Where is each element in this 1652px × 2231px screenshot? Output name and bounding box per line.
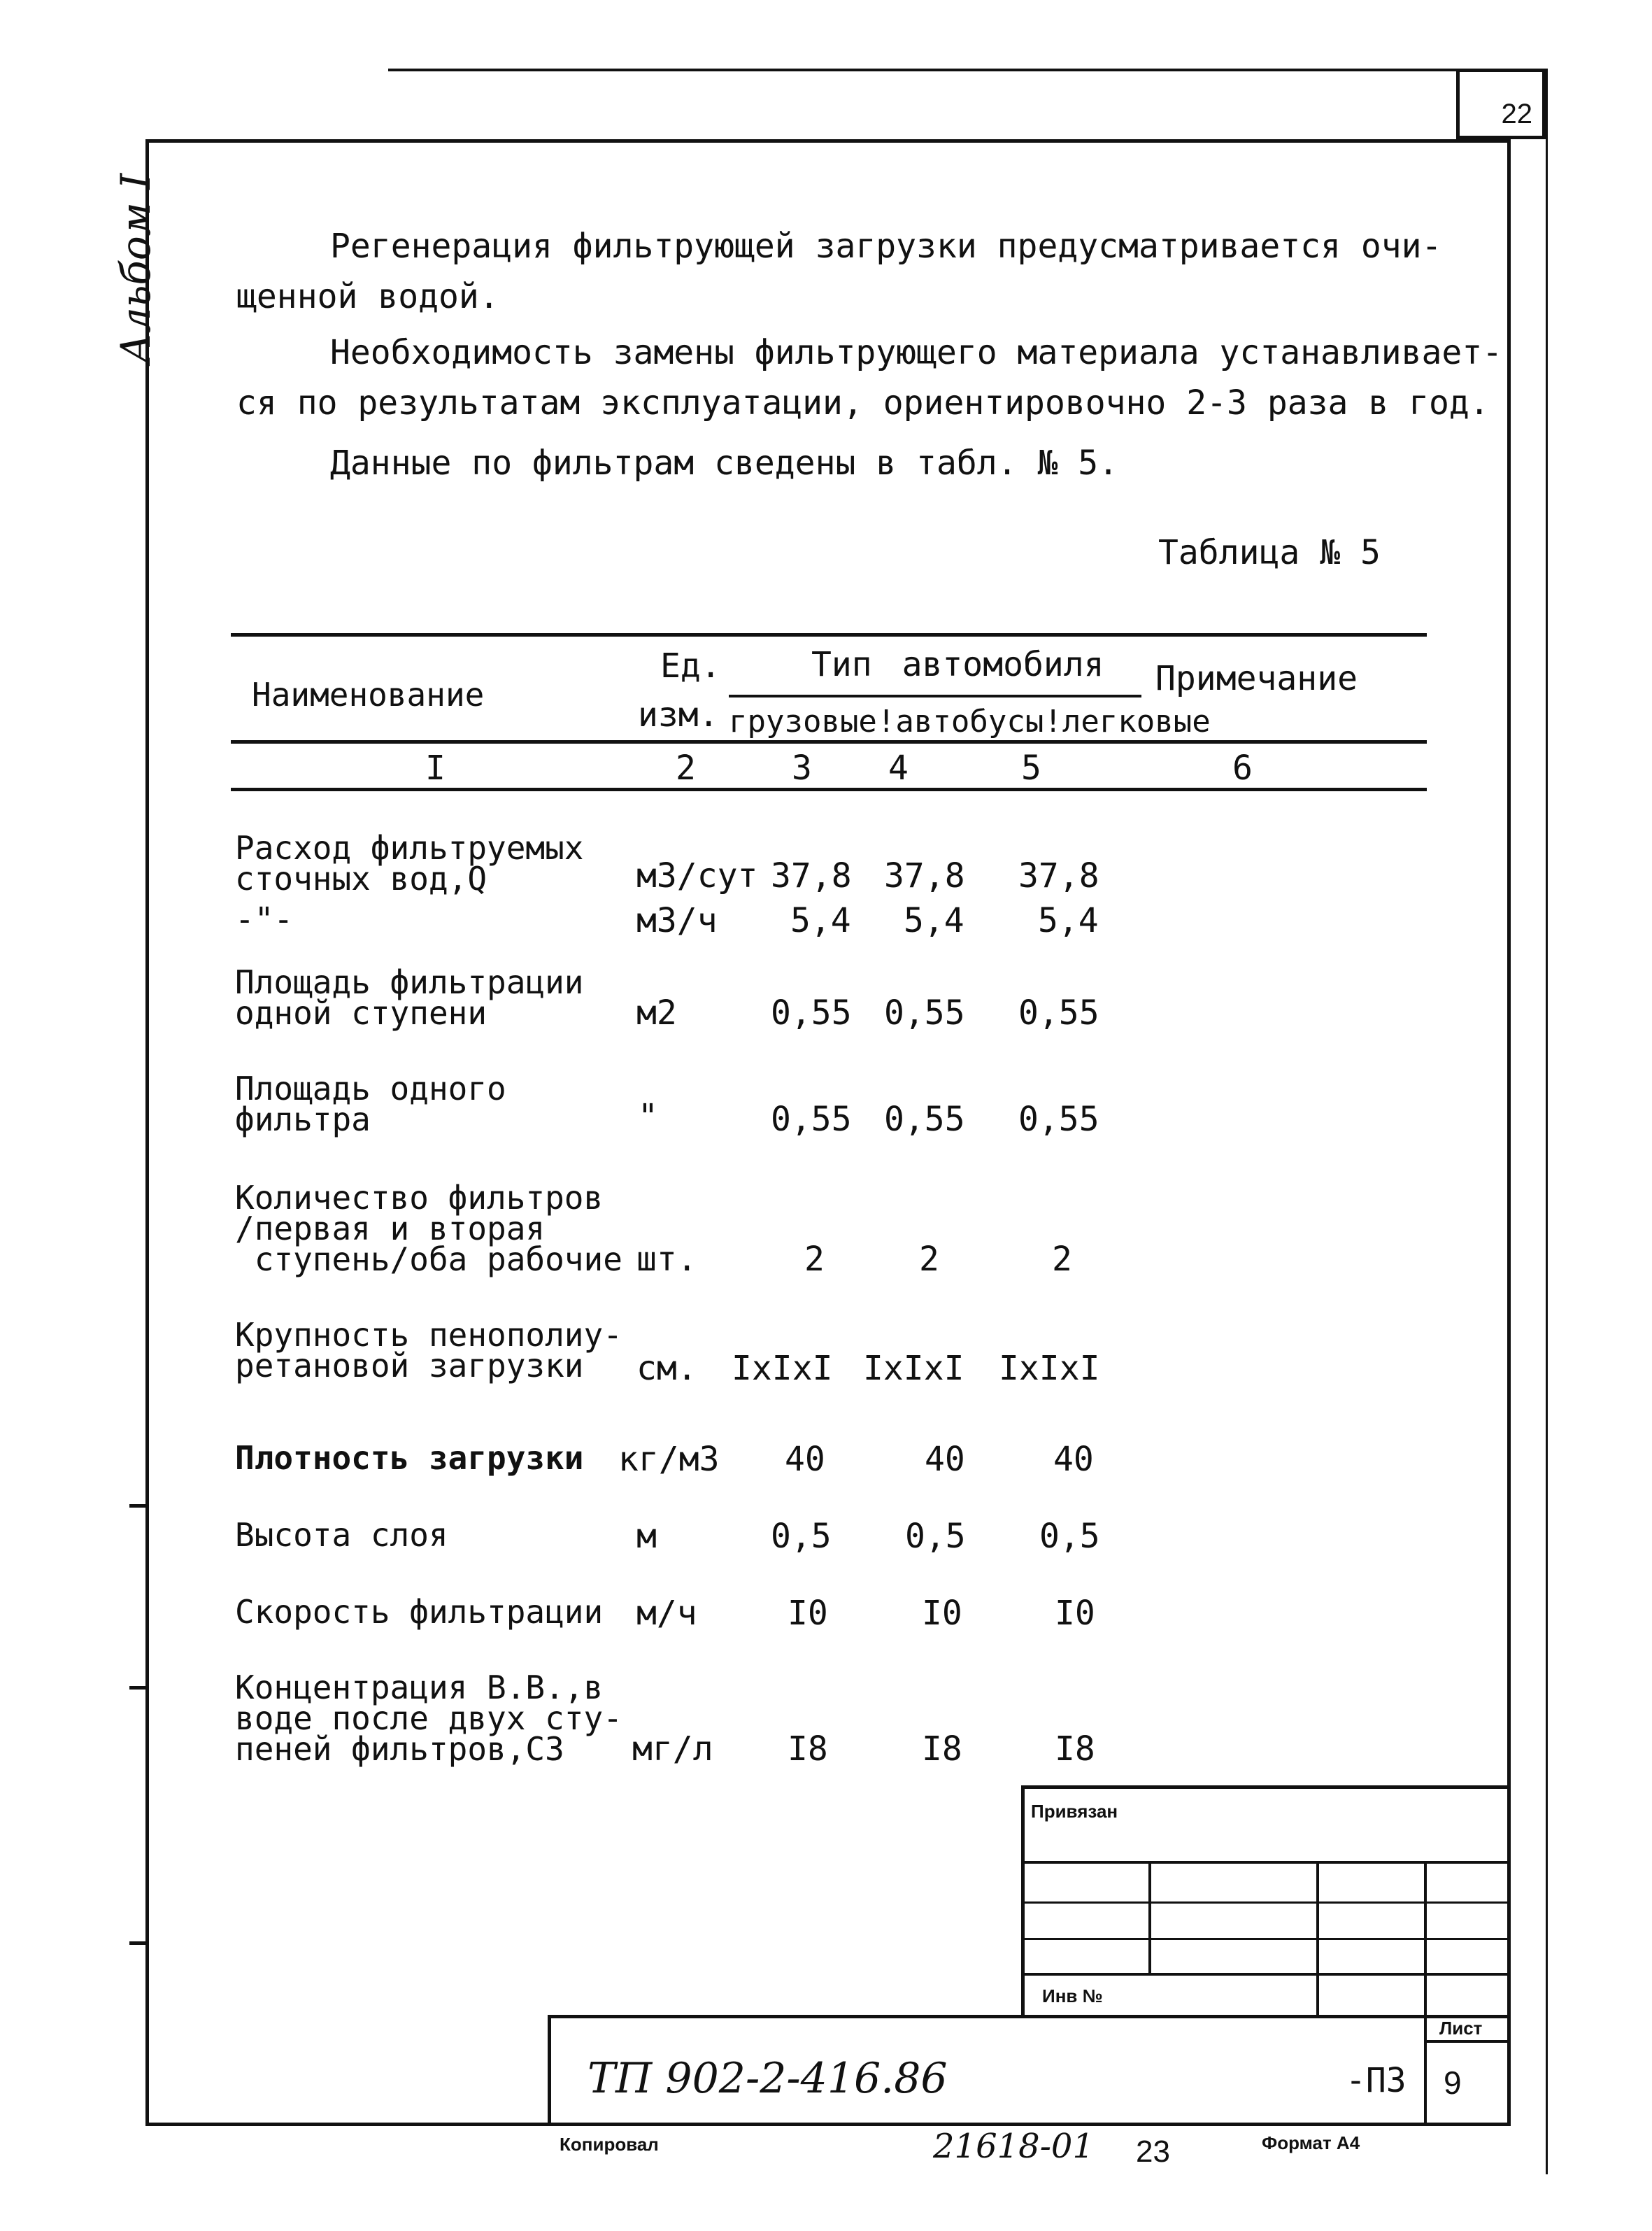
row-value-cars: 5,4: [1038, 901, 1099, 940]
row-value-cars: 37,8: [1018, 856, 1099, 895]
row-value-cars: 0,55: [1018, 1100, 1099, 1139]
col-number: 3: [792, 749, 812, 788]
stamp-left: [1021, 1785, 1025, 2016]
row-value-trucks: I0: [788, 1594, 828, 1633]
paragraph-line: Регенерация фильтрующей загрузки предусматривается очи-: [330, 227, 1442, 266]
col-number: 2: [676, 749, 696, 788]
header-type-group: Тип автомобиля: [811, 645, 1104, 684]
row-value-buses: 0,55: [884, 993, 965, 1033]
footer-page: 23: [1136, 2134, 1170, 2169]
row-value-trucks: 0,55: [771, 993, 852, 1033]
row-unit: кг/м3: [618, 1440, 720, 1479]
margin-tick: [129, 1504, 149, 1508]
row-unit: мг/л: [632, 1729, 713, 1769]
row-value-trucks: 5,4: [790, 901, 851, 940]
album-side-label: Альбом I: [112, 173, 159, 364]
row-value-buses: 2: [919, 1240, 939, 1279]
stamp-row-line: [1023, 1901, 1509, 1904]
row-name: Расход фильтруемых сточных вод,Q: [235, 829, 584, 898]
frame-top-border: [147, 139, 1511, 143]
row-unit: м3/ч: [636, 901, 718, 940]
col-number: 6: [1232, 749, 1253, 788]
row-value-buses: 5,4: [904, 901, 964, 940]
table-caption: Таблица № 5: [1158, 533, 1381, 572]
row-unit: м/ч: [636, 1594, 697, 1633]
paragraph-line: ся по результатам эксплуатации, ориентировочно 2-3 раза в год.: [236, 383, 1490, 423]
frame-left-border: [145, 139, 149, 2126]
row-unit: м: [636, 1517, 657, 1556]
row-value-buses: IxIxI: [863, 1349, 964, 1388]
row-name: Крупность пенополиу- ретановой загрузки: [235, 1316, 622, 1384]
page-number: 22: [1501, 99, 1532, 129]
row-value-buses: 40: [925, 1440, 965, 1479]
stamp-row-line: [1023, 1973, 1509, 1976]
row-value-buses: I8: [922, 1729, 962, 1769]
row-value-cars: 0,5: [1039, 1517, 1100, 1556]
row-value-cars: I0: [1055, 1594, 1095, 1633]
header-note: Примечание: [1155, 659, 1358, 698]
row-unit: м3/сут: [636, 856, 758, 895]
document-suffix: -ПЗ: [1346, 2061, 1407, 2100]
row-value-cars: IxIxI: [999, 1349, 1100, 1388]
row-value-cars: 2: [1052, 1240, 1072, 1279]
stamp-col-line: [1148, 1861, 1151, 1974]
format-label: Формат А4: [1262, 2132, 1360, 2153]
row-value-cars: 0,55: [1018, 993, 1099, 1033]
row-value-trucks: 0,5: [771, 1517, 832, 1556]
document-code: ТП 902-2-416.86: [588, 2054, 948, 2103]
header-subtypes: грузовые!автобусы!легковые: [729, 704, 1211, 739]
row-value-trucks: 37,8: [771, 856, 852, 895]
type-group-rule: [729, 695, 1141, 697]
row-name: Плотность загрузки: [235, 1439, 584, 1477]
stamp-row-line: [1023, 1938, 1509, 1940]
row-value-trucks: IxIxI: [732, 1349, 833, 1388]
title-box-left: [548, 2015, 551, 2124]
paragraph-line: щенной водой.: [236, 277, 499, 316]
frame-right-border: [1507, 139, 1511, 2126]
row-name: Площадь одного фильтра: [235, 1070, 506, 1138]
col-number: 4: [888, 749, 909, 788]
row-value-buses: 37,8: [884, 856, 965, 895]
row-value-buses: 0,55: [884, 1100, 965, 1139]
col-number: I: [425, 749, 446, 788]
page-number-box: [1456, 69, 1546, 139]
stamp-row-line: [1023, 1861, 1509, 1864]
row-unit: ": [638, 1097, 658, 1136]
row-name: Высота слоя: [235, 1516, 448, 1554]
row-unit: м2: [636, 993, 677, 1033]
col-number-rule: [231, 788, 1427, 791]
header-bottom-rule: [231, 740, 1427, 744]
row-unit: шт.: [636, 1240, 697, 1279]
stamp-top: [1023, 1785, 1509, 1789]
row-value-buses: I0: [922, 1594, 962, 1633]
sheet-label: Лист: [1439, 2018, 1483, 2039]
paragraph-line: Необходимость замены фильтрующего материала устанавливает-: [330, 333, 1503, 372]
row-name: Количество фильтров /первая и вторая ступень/оба рабочие: [235, 1179, 622, 1278]
row-value-cars: I8: [1055, 1729, 1095, 1769]
row-value-trucks: 40: [785, 1440, 825, 1479]
sheet-number: 9: [1444, 2064, 1462, 2101]
row-value-cars: 40: [1053, 1440, 1094, 1479]
row-name: Площадь фильтрации одной ступени: [235, 963, 584, 1032]
privyazan-label: Привязан: [1031, 1801, 1118, 1822]
row-value-buses: 0,5: [905, 1517, 966, 1556]
header-unit-line1: Ед.: [660, 646, 721, 686]
row-value-trucks: 2: [804, 1240, 825, 1279]
order-number: 21618-01: [933, 2127, 1094, 2166]
header-unit-line2: изм.: [638, 695, 719, 735]
paragraph-line: Данные по фильтрам сведены в табл. № 5.: [330, 444, 1119, 483]
stamp-col-line: [1316, 1861, 1319, 2016]
row-unit: см.: [636, 1349, 697, 1388]
header-name: Наименование: [252, 676, 485, 714]
row-name: -"-: [235, 900, 294, 938]
margin-tick: [129, 1686, 149, 1690]
margin-tick: [129, 1941, 149, 1945]
row-value-trucks: I8: [788, 1729, 828, 1769]
inv-no-label: Инв №: [1042, 1985, 1103, 2006]
title-box-top: [549, 2015, 1509, 2018]
top-edge-line: [388, 69, 1507, 71]
frame-bottom-border: [147, 2123, 1511, 2126]
table-top-rule: [231, 633, 1427, 637]
row-name: Скорость фильтрации: [235, 1593, 604, 1631]
sheet-label-line: [1424, 2040, 1509, 2043]
row-name: Концентрация В.В.,в воде после двух сту- пеней фильтров,С3: [235, 1669, 622, 1768]
col-number: 5: [1021, 749, 1041, 788]
row-value-trucks: 0,55: [771, 1100, 852, 1139]
copied-label: Копировал: [560, 2134, 659, 2155]
stamp-col-line: [1424, 1861, 1427, 2123]
outer-right-edge: [1546, 69, 1548, 2174]
